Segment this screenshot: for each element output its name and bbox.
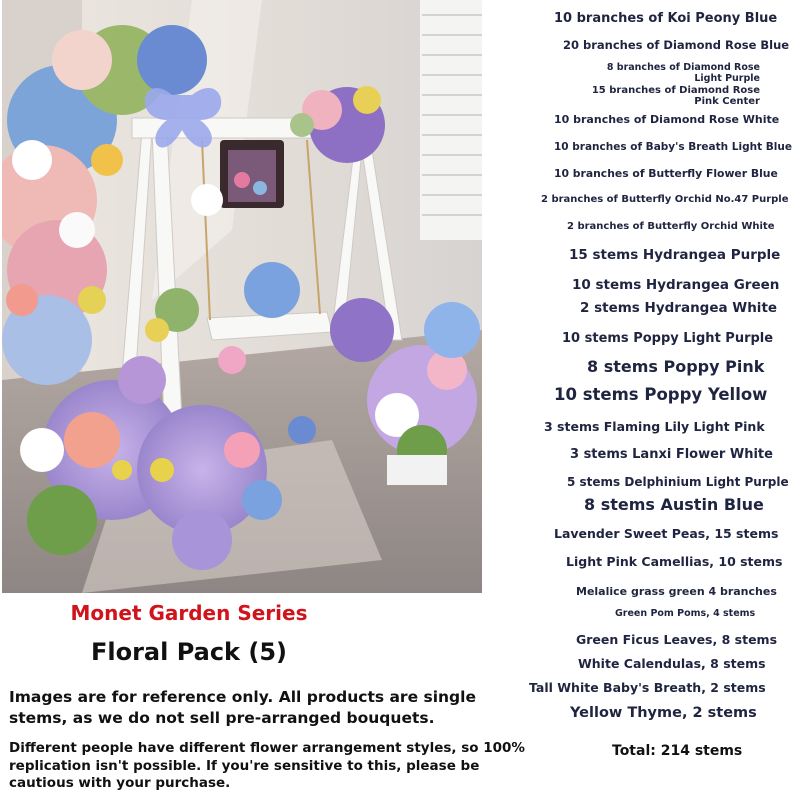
list-item: 8 branches of Diamond Rose Light Purple: [606, 62, 760, 84]
list-item: 10 stems Poppy Light Purple: [562, 331, 774, 346]
list-item: Green Ficus Leaves, 8 stems: [576, 632, 778, 647]
list-item: Light Pink Camellias, 10 stems: [566, 554, 783, 569]
list-item: 2 stems Hydrangea White: [580, 300, 778, 316]
list-item: 8 stems Poppy Pink: [587, 357, 765, 376]
list-item: 10 branches of Diamond Rose White: [554, 113, 780, 126]
list-item: 10 stems Hydrangea Green: [572, 277, 780, 293]
list-item: 10 branches of Baby's Breath Light Blue: [554, 141, 792, 153]
list-item: 20 branches of Diamond Rose Blue: [563, 38, 790, 52]
list-item: Yellow Thyme, 2 stems: [570, 705, 757, 721]
arrangement-notice: Different people have different flower arrangement styles, so 100% replication isn't possible. If you're sensitive to this, please be cautious with your purchase.: [9, 740, 525, 791]
list-item: White Calendulas, 8 stems: [578, 656, 766, 671]
list-item: 3 stems Flaming Lily Light Pink: [544, 419, 765, 434]
list-item: 3 stems Lanxi Flower White: [570, 447, 773, 462]
list-item: Tall White Baby's Breath, 2 stems: [529, 680, 766, 695]
series-title: Monet Garden Series: [70, 601, 308, 625]
list-item: 15 branches of Diamond Rose Pink Center: [591, 85, 760, 107]
list-item: 15 stems Hydrangea Purple: [569, 247, 781, 263]
list-item: 8 stems Austin Blue: [584, 495, 764, 514]
list-item: 5 stems Delphinium Light Purple: [567, 475, 789, 489]
product-photo: [2, 0, 482, 593]
total-stems: Total: 214 stems: [612, 743, 743, 759]
list-item: 2 branches of Butterfly Orchid White: [567, 221, 775, 232]
list-item: Green Pom Poms, 4 stems: [615, 608, 756, 619]
reference-notice: Images are for reference only. All products are single stems, as we do not sell pre-arranged bouquets.: [9, 688, 476, 727]
list-item: Melalice grass green 4 branches: [576, 585, 777, 598]
list-item: 10 branches of Butterfly Flower Blue: [554, 167, 778, 180]
list-item: 2 branches of Butterfly Orchid No.47 Purple: [541, 194, 789, 205]
list-item: 10 branches of Koi Peony Blue: [554, 11, 778, 26]
list-item: 10 stems Poppy Yellow: [554, 385, 768, 404]
pack-title: Floral Pack (5): [90, 638, 288, 666]
list-item: Lavender Sweet Peas, 15 stems: [554, 526, 779, 541]
